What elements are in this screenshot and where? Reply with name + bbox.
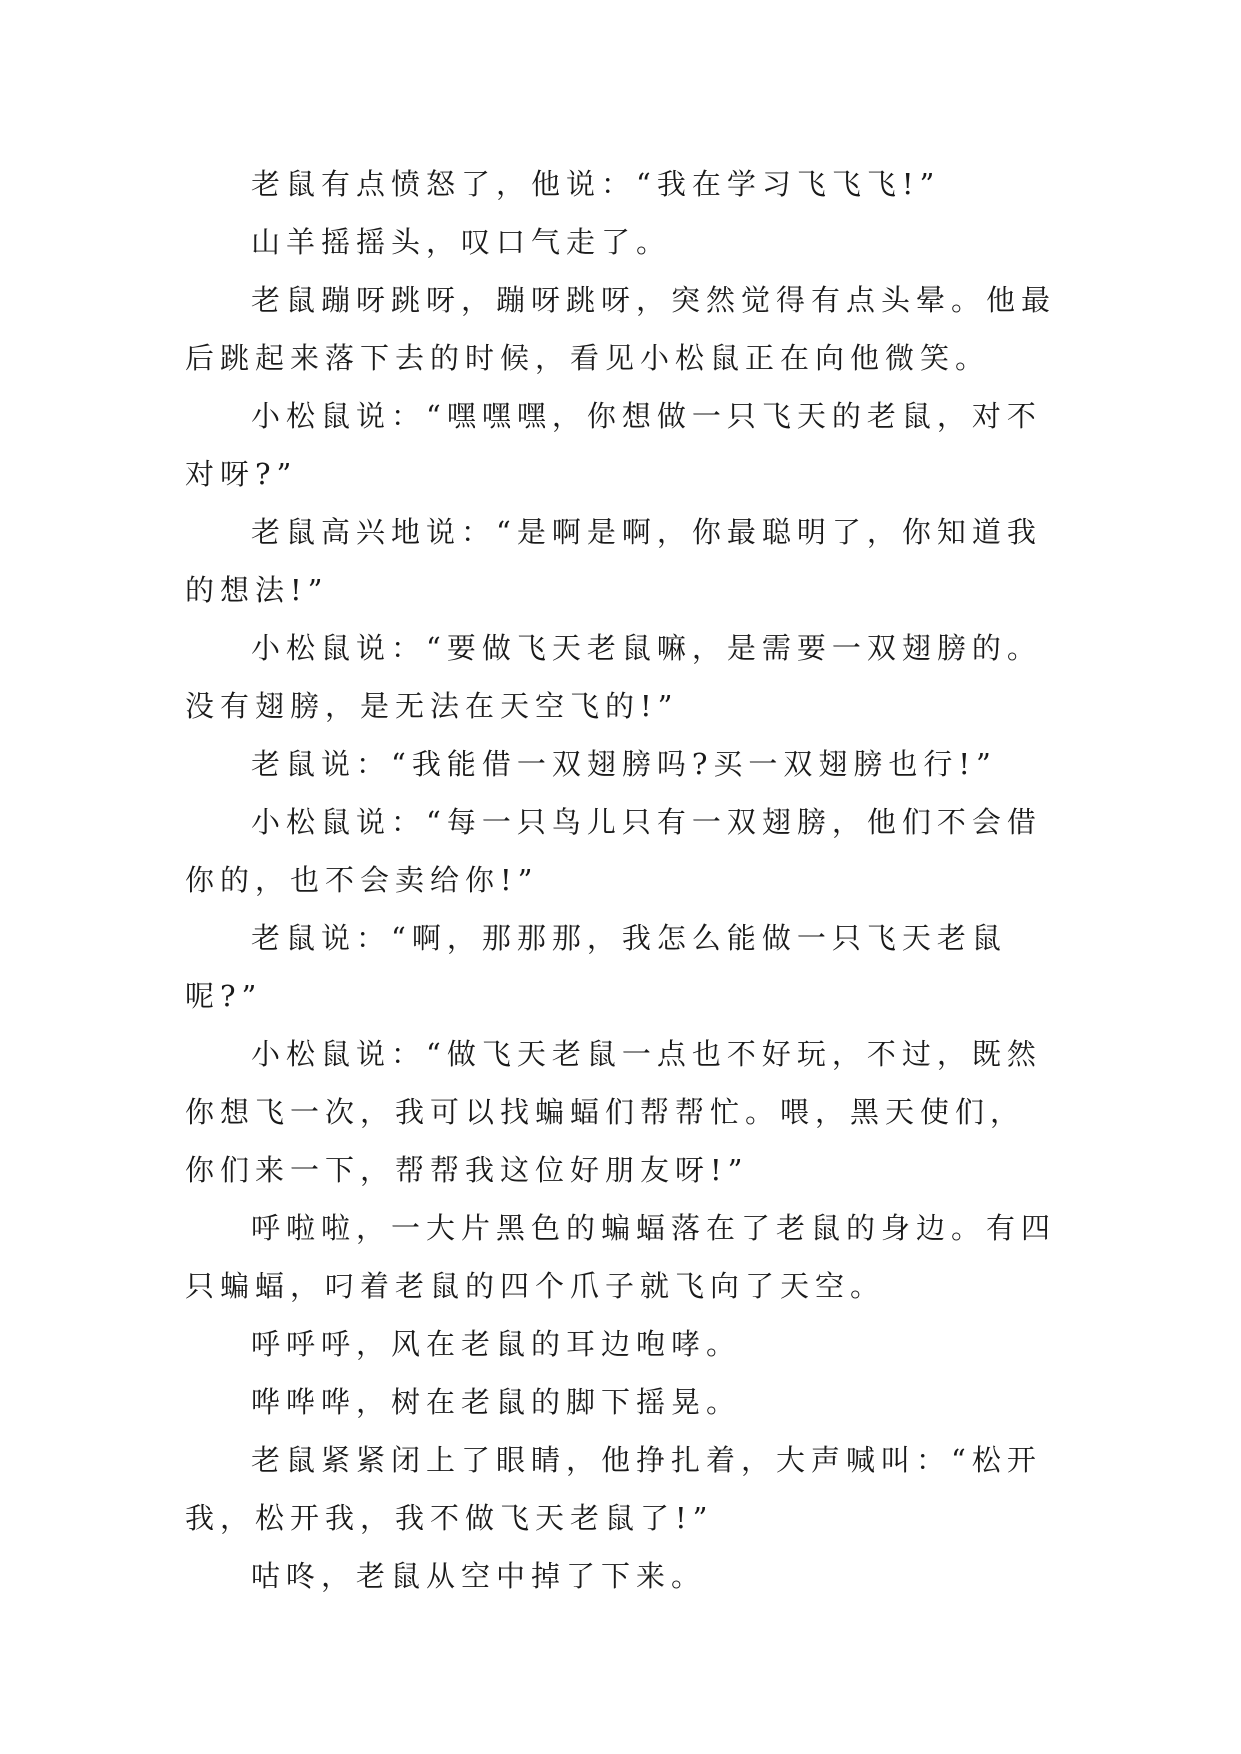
paragraph: 老鼠高兴地说：“是啊是啊，你最聪明了，你知道我的想法!”: [185, 515, 1042, 607]
paragraph: 山羊摇摇头，叹口气走了。: [251, 225, 672, 259]
paragraph: 小松鼠说：“要做飞天老鼠嘛，是需要一双翅膀的。没有翅膀，是无法在天空飞的!”: [185, 631, 1042, 723]
paragraph: 小松鼠说：“嘿嘿嘿，你想做一只飞天的老鼠，对不对呀?”: [185, 399, 1042, 491]
paragraph: 呼啦啦，一大片黑色的蝙蝠落在了老鼠的身边。有四只蝙蝠，叼着老鼠的四个爪子就飞向了天空。: [185, 1211, 1057, 1303]
paragraph: 小松鼠说：“每一只鸟儿只有一双翅膀，他们不会借你的，也不会卖给你!”: [185, 805, 1042, 897]
paragraph: 老鼠说：“我能借一双翅膀吗?买一双翅膀也行!”: [251, 747, 997, 781]
paragraph: 老鼠蹦呀跳呀，蹦呀跳呀，突然觉得有点头晕。他最后跳起来落下去的时候，看见小松鼠正在向他微笑。: [185, 283, 1057, 375]
paragraph: 咕咚，老鼠从空中掉了下来。: [251, 1559, 707, 1593]
paragraph: 老鼠说：“啊，那那那，我怎么能做一只飞天老鼠呢?”: [185, 921, 1007, 1013]
paragraph: 呼呼呼，风在老鼠的耳边咆哮。: [251, 1327, 742, 1361]
story-text: [185, 155, 1057, 1605]
paragraph: 老鼠紧紧闭上了眼睛，他挣扎着，大声喊叫：“松开我，松开我，我不做飞天老鼠了!”: [185, 1443, 1042, 1535]
paragraph: 老鼠有点愤怒了，他说：“我在学习飞飞飞!”: [251, 167, 941, 201]
paragraph: 哗哗哗，树在老鼠的脚下摇晃。: [251, 1385, 742, 1419]
paragraph: 小松鼠说：“做飞天老鼠一点也不好玩，不过，既然你想飞一次，我可以找蝙蝠们帮帮忙。喂，黑天使们，你们来一下，帮帮我这位好朋友呀!”: [185, 1037, 1042, 1187]
